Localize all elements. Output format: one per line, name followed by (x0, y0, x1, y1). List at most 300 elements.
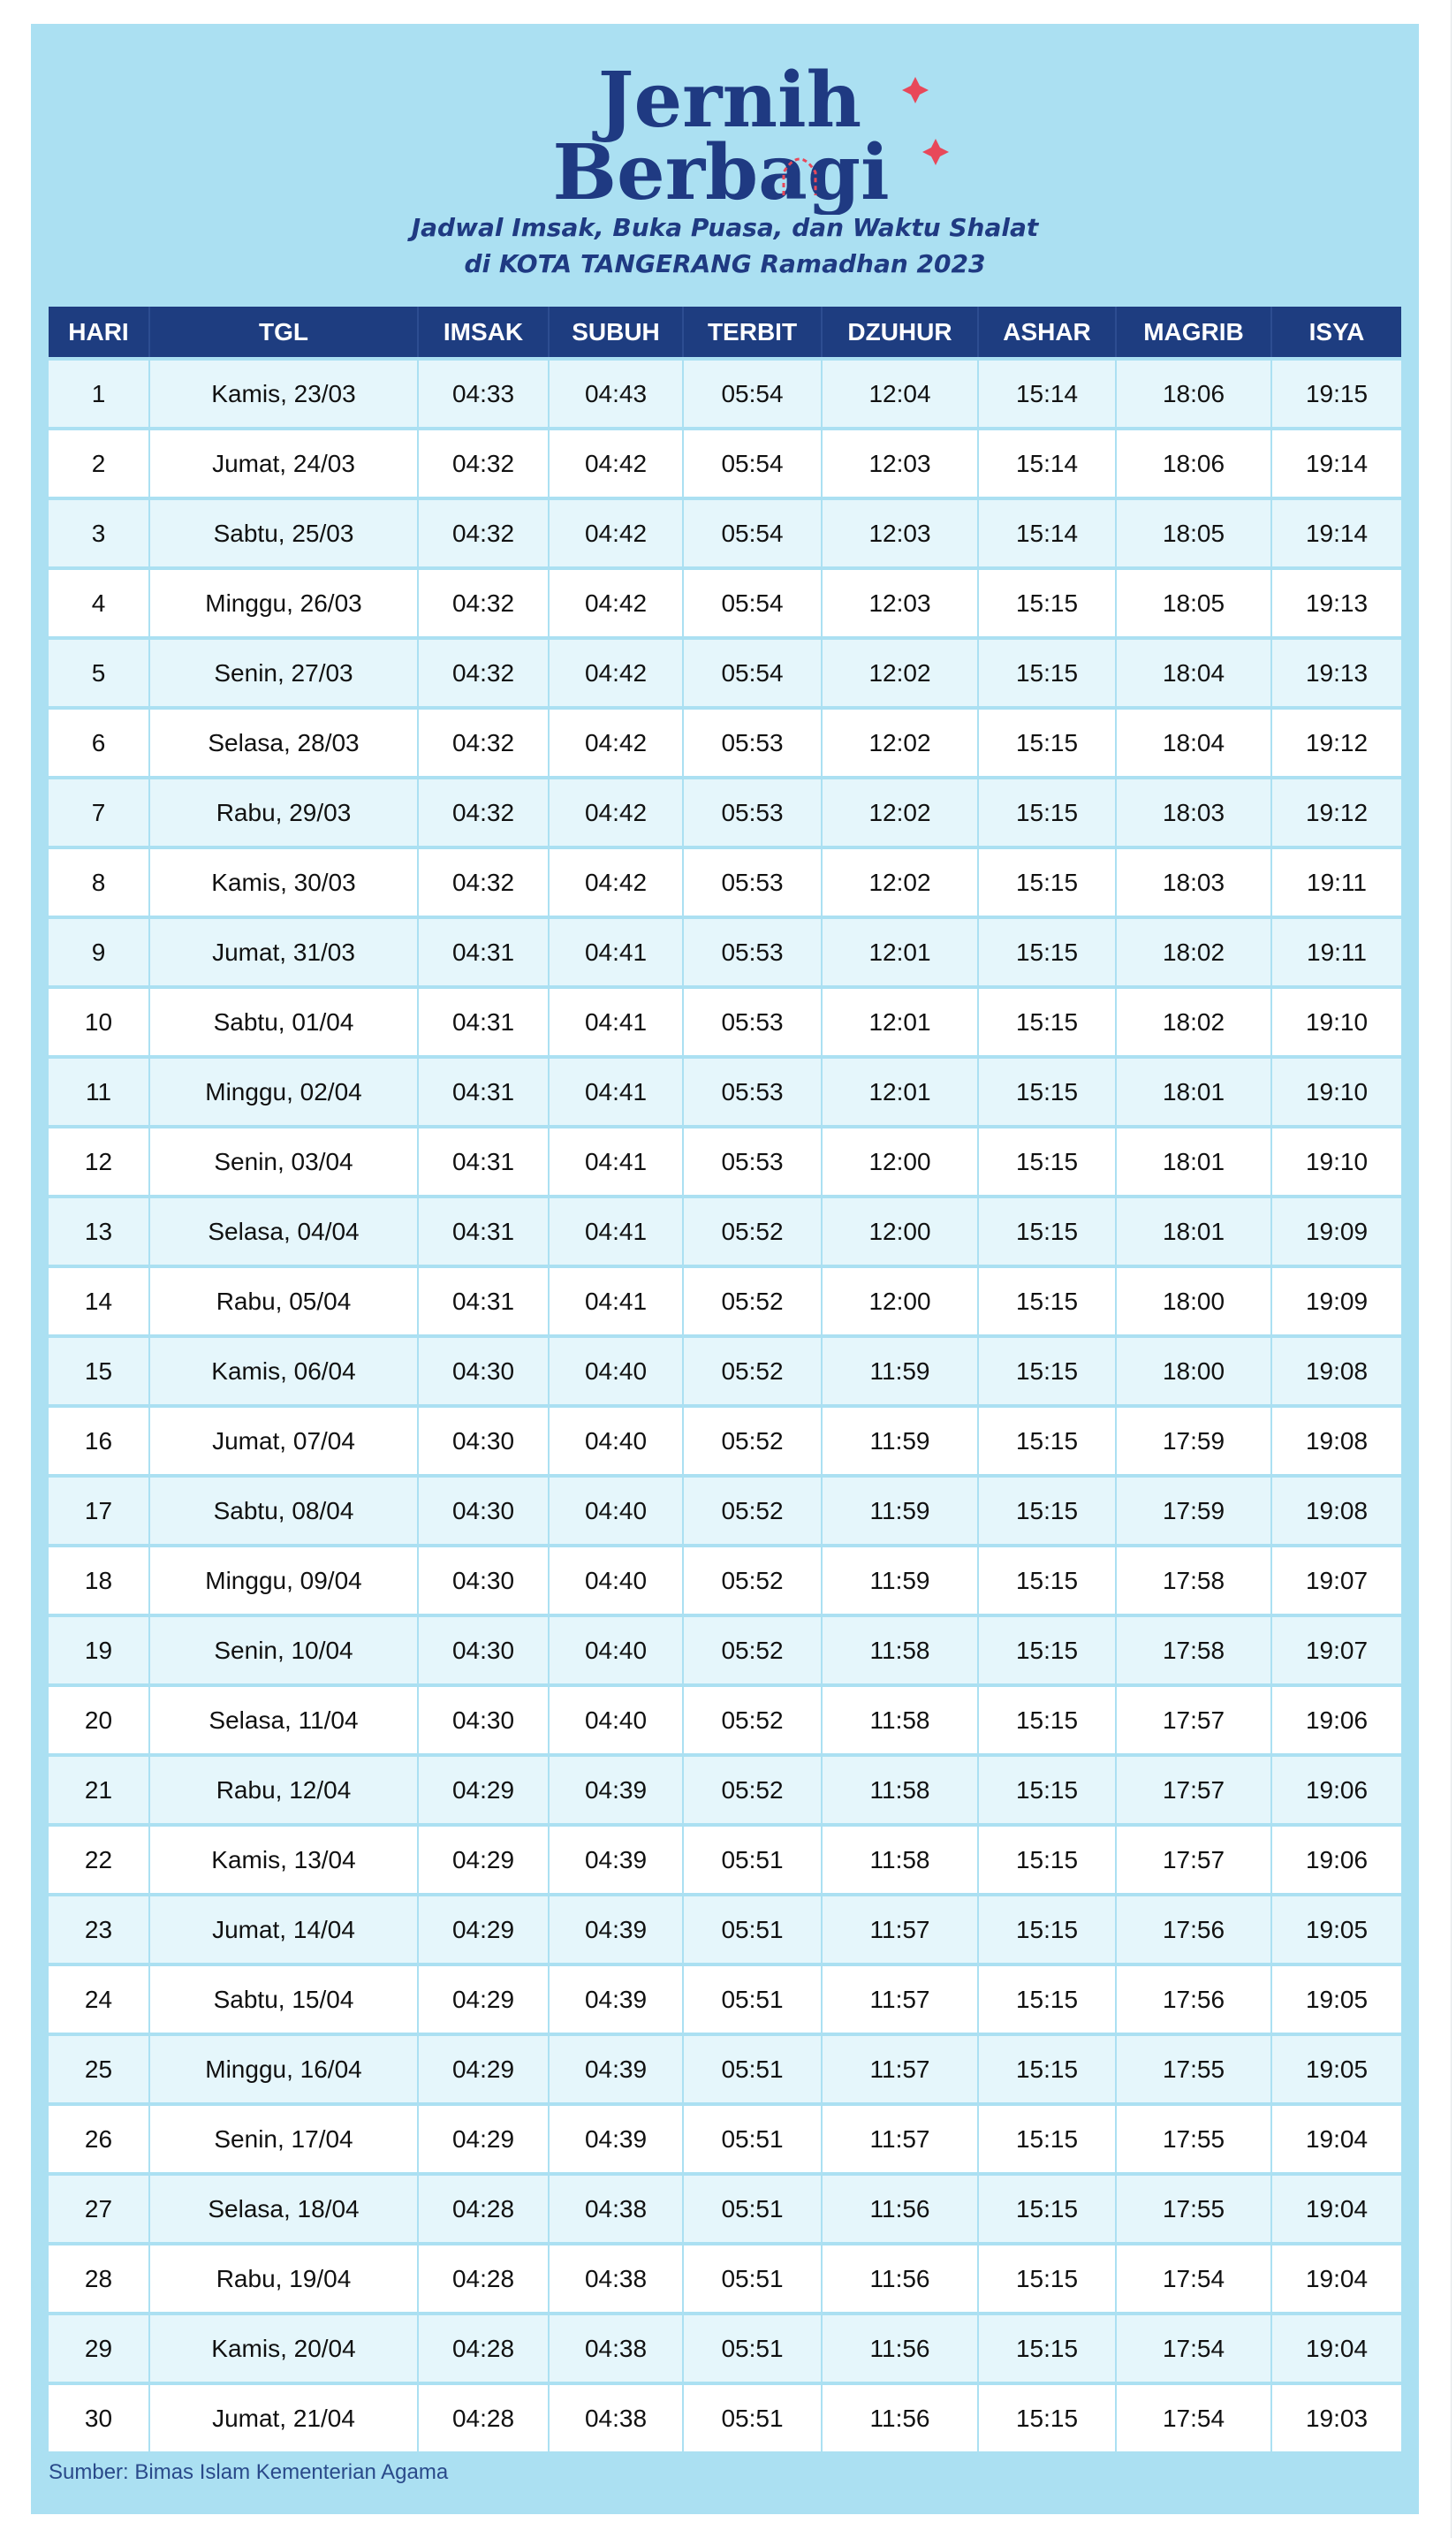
cell-isya: 19:04 (1271, 2174, 1401, 2244)
cell-hari: 27 (49, 2174, 149, 2244)
cell-tgl: Senin, 27/03 (149, 638, 418, 708)
cell-tgl: Senin, 10/04 (149, 1615, 418, 1685)
table-row (49, 1127, 1401, 1197)
cell-hari: 17 (49, 1476, 149, 1546)
cell-imsak: 04:33 (418, 359, 549, 429)
cell-imsak: 04:29 (418, 2104, 549, 2174)
cell-ashar: 15:15 (978, 2244, 1116, 2314)
cell-hari: 24 (49, 1964, 149, 2034)
cell-hari: 30 (49, 2383, 149, 2451)
cell-isya: 19:03 (1271, 2383, 1401, 2451)
column-header-ashar: ASHAR (978, 307, 1116, 359)
cell-hari: 25 (49, 2034, 149, 2104)
cell-dzuhur: 12:02 (822, 847, 978, 917)
cell-magrib: 18:02 (1116, 987, 1271, 1057)
cell-imsak: 04:30 (418, 1476, 549, 1546)
cell-imsak: 04:32 (418, 429, 549, 498)
cell-isya: 19:04 (1271, 2104, 1401, 2174)
cell-ashar: 15:15 (978, 1336, 1116, 1406)
cell-subuh: 04:41 (549, 1197, 683, 1266)
logo-graphic (496, 47, 955, 215)
cell-subuh: 04:40 (549, 1336, 683, 1406)
cell-magrib: 18:04 (1116, 708, 1271, 778)
table-row (49, 568, 1401, 638)
cell-imsak: 04:32 (418, 638, 549, 708)
cell-magrib: 18:01 (1116, 1127, 1271, 1197)
cell-ashar: 15:15 (978, 1476, 1116, 1546)
table-row (49, 1685, 1401, 1755)
cell-ashar: 15:14 (978, 359, 1116, 429)
cell-imsak: 04:31 (418, 1197, 549, 1266)
cell-terbit: 05:54 (683, 429, 822, 498)
cell-magrib: 17:58 (1116, 1615, 1271, 1685)
cell-subuh: 04:42 (549, 708, 683, 778)
header-row (49, 307, 1401, 359)
table-row (49, 1546, 1401, 1615)
cell-magrib: 17:56 (1116, 1964, 1271, 2034)
cell-imsak: 04:30 (418, 1615, 549, 1685)
cell-dzuhur: 11:59 (822, 1406, 978, 1476)
cell-subuh: 04:39 (549, 2104, 683, 2174)
cell-hari: 21 (49, 1755, 149, 1825)
cell-hari: 8 (49, 847, 149, 917)
cell-ashar: 15:15 (978, 1895, 1116, 1964)
cell-terbit: 05:51 (683, 2244, 822, 2314)
cell-isya: 19:08 (1271, 1476, 1401, 1546)
table-row (49, 1336, 1401, 1406)
cell-magrib: 18:00 (1116, 1336, 1271, 1406)
cell-isya: 19:04 (1271, 2244, 1401, 2314)
cell-hari: 3 (49, 498, 149, 568)
cell-imsak: 04:32 (418, 847, 549, 917)
cell-tgl: Kamis, 30/03 (149, 847, 418, 917)
cell-ashar: 15:15 (978, 987, 1116, 1057)
table-row (49, 638, 1401, 708)
cell-dzuhur: 12:01 (822, 917, 978, 987)
cell-subuh: 04:39 (549, 2034, 683, 2104)
cell-tgl: Minggu, 09/04 (149, 1546, 418, 1615)
cell-magrib: 18:06 (1116, 359, 1271, 429)
cell-hari: 6 (49, 708, 149, 778)
cell-isya: 19:06 (1271, 1825, 1401, 1895)
column-header-imsak: IMSAK (418, 307, 549, 359)
cell-imsak: 04:32 (418, 778, 549, 847)
cell-subuh: 04:42 (549, 429, 683, 498)
cell-dzuhur: 11:57 (822, 2034, 978, 2104)
subtitle-line-2: di KOTA TANGERANG Ramadhan 2023 (464, 249, 986, 278)
cell-tgl: Selasa, 28/03 (149, 708, 418, 778)
cell-hari: 11 (49, 1057, 149, 1127)
source-note: Sumber: Bimas Islam Kementerian Agama (49, 2460, 449, 2484)
cell-ashar: 15:15 (978, 1685, 1116, 1755)
cell-isya: 19:05 (1271, 1895, 1401, 1964)
cell-ashar: 15:15 (978, 847, 1116, 917)
schedule-card (31, 24, 1419, 2514)
cell-hari: 2 (49, 429, 149, 498)
cell-magrib: 17:57 (1116, 1755, 1271, 1825)
cell-subuh: 04:42 (549, 778, 683, 847)
cell-subuh: 04:39 (549, 1895, 683, 1964)
cell-magrib: 18:02 (1116, 917, 1271, 987)
cell-imsak: 04:31 (418, 1057, 549, 1127)
table-row (49, 1825, 1401, 1895)
cell-isya: 19:07 (1271, 1615, 1401, 1685)
cell-hari: 12 (49, 1127, 149, 1197)
cell-dzuhur: 12:02 (822, 778, 978, 847)
cell-subuh: 04:38 (549, 2314, 683, 2383)
cell-hari: 28 (49, 2244, 149, 2314)
cell-subuh: 04:41 (549, 987, 683, 1057)
cell-dzuhur: 12:00 (822, 1266, 978, 1336)
cell-dzuhur: 11:58 (822, 1685, 978, 1755)
table-row (49, 778, 1401, 847)
cell-isya: 19:11 (1271, 917, 1401, 987)
cell-ashar: 15:15 (978, 917, 1116, 987)
table-row (49, 987, 1401, 1057)
cell-magrib: 18:01 (1116, 1057, 1271, 1127)
cell-hari: 16 (49, 1406, 149, 1476)
cell-isya: 19:05 (1271, 1964, 1401, 2034)
cell-dzuhur: 11:58 (822, 1615, 978, 1685)
cell-tgl: Kamis, 23/03 (149, 359, 418, 429)
cell-magrib: 17:57 (1116, 1825, 1271, 1895)
schedule-subtitle (31, 209, 1419, 282)
cell-dzuhur: 12:00 (822, 1197, 978, 1266)
table-row (49, 2034, 1401, 2104)
cell-hari: 5 (49, 638, 149, 708)
cell-isya: 19:12 (1271, 778, 1401, 847)
column-header-tgl: TGL (149, 307, 418, 359)
table-row (49, 1476, 1401, 1546)
table-row (49, 847, 1401, 917)
table-row (49, 359, 1401, 429)
cell-ashar: 15:14 (978, 429, 1116, 498)
table-row (49, 708, 1401, 778)
column-header-subuh: SUBUH (549, 307, 683, 359)
cell-terbit: 05:54 (683, 638, 822, 708)
cell-subuh: 04:42 (549, 498, 683, 568)
cell-tgl: Selasa, 18/04 (149, 2174, 418, 2244)
logo-line-1: Jernih (597, 56, 861, 145)
table-row (49, 1266, 1401, 1336)
cell-tgl: Senin, 03/04 (149, 1127, 418, 1197)
cell-tgl: Jumat, 07/04 (149, 1406, 418, 1476)
subtitle-line-1: Jadwal Imsak, Buka Puasa, dan Waktu Shalat (411, 213, 1039, 242)
cell-magrib: 18:00 (1116, 1266, 1271, 1336)
cell-hari: 23 (49, 1895, 149, 1964)
sparkle-icon (902, 77, 929, 103)
table-row (49, 1197, 1401, 1266)
cell-tgl: Jumat, 21/04 (149, 2383, 418, 2451)
cell-terbit: 05:52 (683, 1406, 822, 1476)
cell-dzuhur: 12:02 (822, 708, 978, 778)
cell-terbit: 05:52 (683, 1685, 822, 1755)
cell-terbit: 05:51 (683, 1895, 822, 1964)
cell-terbit: 05:52 (683, 1336, 822, 1406)
cell-tgl: Rabu, 19/04 (149, 2244, 418, 2314)
cell-imsak: 04:32 (418, 568, 549, 638)
cell-dzuhur: 12:02 (822, 638, 978, 708)
cell-ashar: 15:15 (978, 778, 1116, 847)
prayer-schedule-table (49, 307, 1401, 2451)
cell-ashar: 15:15 (978, 2104, 1116, 2174)
cell-dzuhur: 11:56 (822, 2383, 978, 2451)
cell-dzuhur: 12:00 (822, 1127, 978, 1197)
cell-terbit: 05:52 (683, 1266, 822, 1336)
cell-imsak: 04:31 (418, 1127, 549, 1197)
cell-magrib: 18:04 (1116, 638, 1271, 708)
cell-imsak: 04:30 (418, 1406, 549, 1476)
cell-isya: 19:13 (1271, 638, 1401, 708)
table-row (49, 2244, 1401, 2314)
cell-hari: 26 (49, 2104, 149, 2174)
cell-isya: 19:10 (1271, 987, 1401, 1057)
cell-dzuhur: 11:58 (822, 1825, 978, 1895)
cell-isya: 19:10 (1271, 1057, 1401, 1127)
logo-line-2: Berbagi (551, 128, 890, 215)
cell-subuh: 04:39 (549, 1825, 683, 1895)
cell-terbit: 05:53 (683, 917, 822, 987)
cell-terbit: 05:52 (683, 1615, 822, 1685)
cell-tgl: Jumat, 31/03 (149, 917, 418, 987)
cell-imsak: 04:30 (418, 1546, 549, 1615)
cell-tgl: Rabu, 29/03 (149, 778, 418, 847)
table-row (49, 2314, 1401, 2383)
cell-isya: 19:08 (1271, 1336, 1401, 1406)
cell-hari: 15 (49, 1336, 149, 1406)
cell-hari: 9 (49, 917, 149, 987)
column-header-hari: HARI (49, 307, 149, 359)
cell-subuh: 04:40 (549, 1476, 683, 1546)
cell-terbit: 05:51 (683, 2314, 822, 2383)
cell-subuh: 04:40 (549, 1685, 683, 1755)
cell-ashar: 15:14 (978, 498, 1116, 568)
table-row (49, 498, 1401, 568)
cell-terbit: 05:52 (683, 1476, 822, 1546)
cell-hari: 10 (49, 987, 149, 1057)
cell-tgl: Jumat, 14/04 (149, 1895, 418, 1964)
cell-ashar: 15:15 (978, 2034, 1116, 2104)
cell-imsak: 04:32 (418, 498, 549, 568)
table-row (49, 2174, 1401, 2244)
cell-isya: 19:08 (1271, 1406, 1401, 1476)
table-row (49, 429, 1401, 498)
cell-imsak: 04:29 (418, 1964, 549, 2034)
cell-terbit: 05:54 (683, 568, 822, 638)
column-header-isya: ISYA (1271, 307, 1401, 359)
cell-dzuhur: 12:01 (822, 1057, 978, 1127)
cell-tgl: Selasa, 11/04 (149, 1685, 418, 1755)
cell-dzuhur: 11:57 (822, 2104, 978, 2174)
cell-imsak: 04:30 (418, 1336, 549, 1406)
cell-subuh: 04:41 (549, 1266, 683, 1336)
cell-hari: 20 (49, 1685, 149, 1755)
cell-isya: 19:14 (1271, 498, 1401, 568)
cell-hari: 7 (49, 778, 149, 847)
cell-dzuhur: 12:03 (822, 429, 978, 498)
cell-imsak: 04:31 (418, 1266, 549, 1336)
logo (31, 47, 1419, 224)
cell-magrib: 17:59 (1116, 1476, 1271, 1546)
cell-ashar: 15:15 (978, 1057, 1116, 1127)
cell-dzuhur: 11:57 (822, 1895, 978, 1964)
cell-magrib: 18:01 (1116, 1197, 1271, 1266)
sparkle-icon (922, 139, 949, 165)
cell-magrib: 17:57 (1116, 1685, 1271, 1755)
cell-magrib: 18:03 (1116, 847, 1271, 917)
cell-dzuhur: 11:58 (822, 1755, 978, 1825)
cell-terbit: 05:52 (683, 1755, 822, 1825)
cell-isya: 19:07 (1271, 1546, 1401, 1615)
cell-hari: 4 (49, 568, 149, 638)
cell-magrib: 17:55 (1116, 2034, 1271, 2104)
cell-ashar: 15:15 (978, 2314, 1116, 2383)
table-body (49, 359, 1401, 2451)
cell-imsak: 04:28 (418, 2314, 549, 2383)
cell-magrib: 17:59 (1116, 1406, 1271, 1476)
cell-tgl: Sabtu, 01/04 (149, 987, 418, 1057)
cell-subuh: 04:38 (549, 2383, 683, 2451)
cell-isya: 19:06 (1271, 1685, 1401, 1755)
cell-magrib: 18:03 (1116, 778, 1271, 847)
cell-hari: 29 (49, 2314, 149, 2383)
cell-isya: 19:14 (1271, 429, 1401, 498)
column-header-terbit: TERBIT (683, 307, 822, 359)
cell-terbit: 05:53 (683, 847, 822, 917)
cell-dzuhur: 12:01 (822, 987, 978, 1057)
cell-imsak: 04:28 (418, 2174, 549, 2244)
cell-terbit: 05:54 (683, 498, 822, 568)
cell-ashar: 15:15 (978, 568, 1116, 638)
cell-imsak: 04:28 (418, 2383, 549, 2451)
cell-ashar: 15:15 (978, 1127, 1116, 1197)
cell-dzuhur: 12:04 (822, 359, 978, 429)
cell-imsak: 04:29 (418, 2034, 549, 2104)
table-row (49, 1964, 1401, 2034)
cell-subuh: 04:39 (549, 1964, 683, 2034)
cell-imsak: 04:31 (418, 917, 549, 987)
cell-tgl: Sabtu, 25/03 (149, 498, 418, 568)
cell-magrib: 17:54 (1116, 2314, 1271, 2383)
cell-tgl: Senin, 17/04 (149, 2104, 418, 2174)
table-row (49, 1406, 1401, 1476)
cell-terbit: 05:51 (683, 1964, 822, 2034)
cell-isya: 19:10 (1271, 1127, 1401, 1197)
cell-subuh: 04:42 (549, 847, 683, 917)
cell-subuh: 04:41 (549, 1127, 683, 1197)
cell-hari: 18 (49, 1546, 149, 1615)
cell-dzuhur: 12:03 (822, 498, 978, 568)
cell-ashar: 15:15 (978, 1964, 1116, 2034)
table-row (49, 1895, 1401, 1964)
cell-subuh: 04:38 (549, 2244, 683, 2314)
cell-ashar: 15:15 (978, 708, 1116, 778)
cell-hari: 22 (49, 1825, 149, 1895)
cell-imsak: 04:30 (418, 1685, 549, 1755)
cell-magrib: 17:58 (1116, 1546, 1271, 1615)
cell-magrib: 17:54 (1116, 2383, 1271, 2451)
cell-terbit: 05:53 (683, 987, 822, 1057)
cell-subuh: 04:40 (549, 1546, 683, 1615)
cell-terbit: 05:51 (683, 2174, 822, 2244)
table-row (49, 917, 1401, 987)
cell-terbit: 05:51 (683, 2383, 822, 2451)
cell-isya: 19:09 (1271, 1197, 1401, 1266)
cell-terbit: 05:53 (683, 1127, 822, 1197)
cell-terbit: 05:53 (683, 1057, 822, 1127)
cell-dzuhur: 11:56 (822, 2174, 978, 2244)
cell-hari: 19 (49, 1615, 149, 1685)
cell-tgl: Kamis, 06/04 (149, 1336, 418, 1406)
cell-isya: 19:06 (1271, 1755, 1401, 1825)
table-row (49, 1615, 1401, 1685)
cell-tgl: Minggu, 16/04 (149, 2034, 418, 2104)
cell-tgl: Jumat, 24/03 (149, 429, 418, 498)
cell-tgl: Sabtu, 08/04 (149, 1476, 418, 1546)
cell-isya: 19:04 (1271, 2314, 1401, 2383)
cell-subuh: 04:42 (549, 638, 683, 708)
cell-subuh: 04:40 (549, 1615, 683, 1685)
cell-subuh: 04:38 (549, 2174, 683, 2244)
cell-tgl: Minggu, 02/04 (149, 1057, 418, 1127)
cell-tgl: Sabtu, 15/04 (149, 1964, 418, 2034)
cell-ashar: 15:15 (978, 2383, 1116, 2451)
cell-isya: 19:13 (1271, 568, 1401, 638)
cell-dzuhur: 11:56 (822, 2244, 978, 2314)
cell-magrib: 18:06 (1116, 429, 1271, 498)
cell-tgl: Minggu, 26/03 (149, 568, 418, 638)
cell-imsak: 04:32 (418, 708, 549, 778)
cell-tgl: Selasa, 04/04 (149, 1197, 418, 1266)
cell-ashar: 15:15 (978, 638, 1116, 708)
cell-terbit: 05:54 (683, 359, 822, 429)
cell-tgl: Kamis, 13/04 (149, 1825, 418, 1895)
cell-isya: 19:05 (1271, 2034, 1401, 2104)
column-header-magrib: MAGRIB (1116, 307, 1271, 359)
cell-ashar: 15:15 (978, 1825, 1116, 1895)
cell-imsak: 04:29 (418, 1895, 549, 1964)
cell-isya: 19:15 (1271, 359, 1401, 429)
table-header (49, 307, 1401, 359)
cell-isya: 19:11 (1271, 847, 1401, 917)
cell-tgl: Rabu, 05/04 (149, 1266, 418, 1336)
cell-magrib: 17:56 (1116, 1895, 1271, 1964)
cell-ashar: 15:15 (978, 1197, 1116, 1266)
cell-dzuhur: 11:59 (822, 1546, 978, 1615)
cell-dzuhur: 11:56 (822, 2314, 978, 2383)
table-row (49, 1755, 1401, 1825)
cell-imsak: 04:28 (418, 2244, 549, 2314)
cell-ashar: 15:15 (978, 1615, 1116, 1685)
cell-magrib: 17:54 (1116, 2244, 1271, 2314)
cell-ashar: 15:15 (978, 1266, 1116, 1336)
cell-subuh: 04:39 (549, 1755, 683, 1825)
cell-subuh: 04:42 (549, 568, 683, 638)
page-edge-line (1451, 0, 1452, 2538)
cell-isya: 19:09 (1271, 1266, 1401, 1336)
cell-hari: 14 (49, 1266, 149, 1336)
cell-imsak: 04:29 (418, 1825, 549, 1895)
cell-terbit: 05:51 (683, 2104, 822, 2174)
cell-isya: 19:12 (1271, 708, 1401, 778)
cell-terbit: 05:51 (683, 1825, 822, 1895)
cell-dzuhur: 11:59 (822, 1336, 978, 1406)
cell-terbit: 05:53 (683, 708, 822, 778)
cell-dzuhur: 11:59 (822, 1476, 978, 1546)
cell-tgl: Rabu, 12/04 (149, 1755, 418, 1825)
cell-subuh: 04:41 (549, 1057, 683, 1127)
cell-magrib: 17:55 (1116, 2104, 1271, 2174)
